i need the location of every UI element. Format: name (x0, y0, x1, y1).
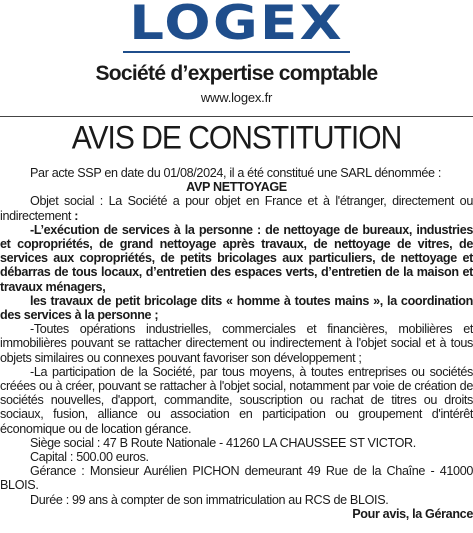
object-participation-paragraph: -La participation de la Société, par tous moyens, à toutes entreprises ou sociétés créées ou à créer, pouvant se rattacher à l'objet social, notamment par voie de création de sociétés nouvelles, d'apport, commandite, souscription ou rachat de titres ou droits sociaux, fusion, alliance ou association en participation ou groupement d'intérêt économique ou de location gérance. (0, 364, 473, 436)
object-intro-text: Objet social : La Société a pour objet en France et à l'étranger, directement ou indirectement (0, 194, 473, 223)
header-divider (0, 116, 473, 117)
company-name: AVP NETTOYAGE (186, 180, 287, 195)
duration-paragraph: Durée : 99 ans à compter de son immatriculation au RCS de BLOIS. (30, 492, 389, 507)
object-operations-paragraph: -Toutes opérations industrielles, commerciales et financières, mobilières et immobilières pouvant se rattacher directement ou indirectement à l'objet social et à tous objets similaires ou connexes pouvant favoriser son développement ; (0, 322, 473, 365)
logo-underline (123, 51, 350, 53)
notice-title: AVIS DE CONSTITUTION (71, 120, 402, 157)
logex-logo (0, 0, 473, 51)
notice-body (0, 166, 473, 521)
object-main-paragraph: -L’exécution de services à la personne : de nettoyage de bureaux, industries et copropriétés, de grand nettoyage après travaux, de nettoyage de vitres, de services aux copropriétés, de petits bricolages aux particuliers, de nettoyage et débarras de tous locaux, d’entretien des espaces verts, d’entretien de la maison et travaux ménagers, (0, 222, 473, 294)
seat-paragraph: Siège social : 47 B Route Nationale - 41260 LA CHAUSSEE ST VICTOR. (30, 435, 416, 450)
capital-paragraph: Capital : 500.00 euros. (30, 450, 149, 465)
intro-paragraph: Par acte SSP en date du 01/08/2024, il a été constitué une SARL dénommée : (30, 166, 441, 180)
management-paragraph: Gérance : Monsieur Aurélien PICHON demeurant 49 Rue de la Chaîne - 41000 BLOIS. (0, 464, 473, 493)
object-intro-colon: : (71, 208, 79, 223)
object-small-works-paragraph: les travaux de petit bricolage dits « homme à toutes mains », la coordination des services à la personne ; (0, 293, 473, 323)
logo-text: LOGEX (129, 0, 344, 51)
firm-website: www.logex.fr (200, 90, 273, 105)
signature: Pour avis, la Gérance (352, 506, 473, 521)
object-intro-paragraph (0, 194, 473, 222)
firm-subtitle: Société d’expertise comptable (95, 62, 378, 85)
